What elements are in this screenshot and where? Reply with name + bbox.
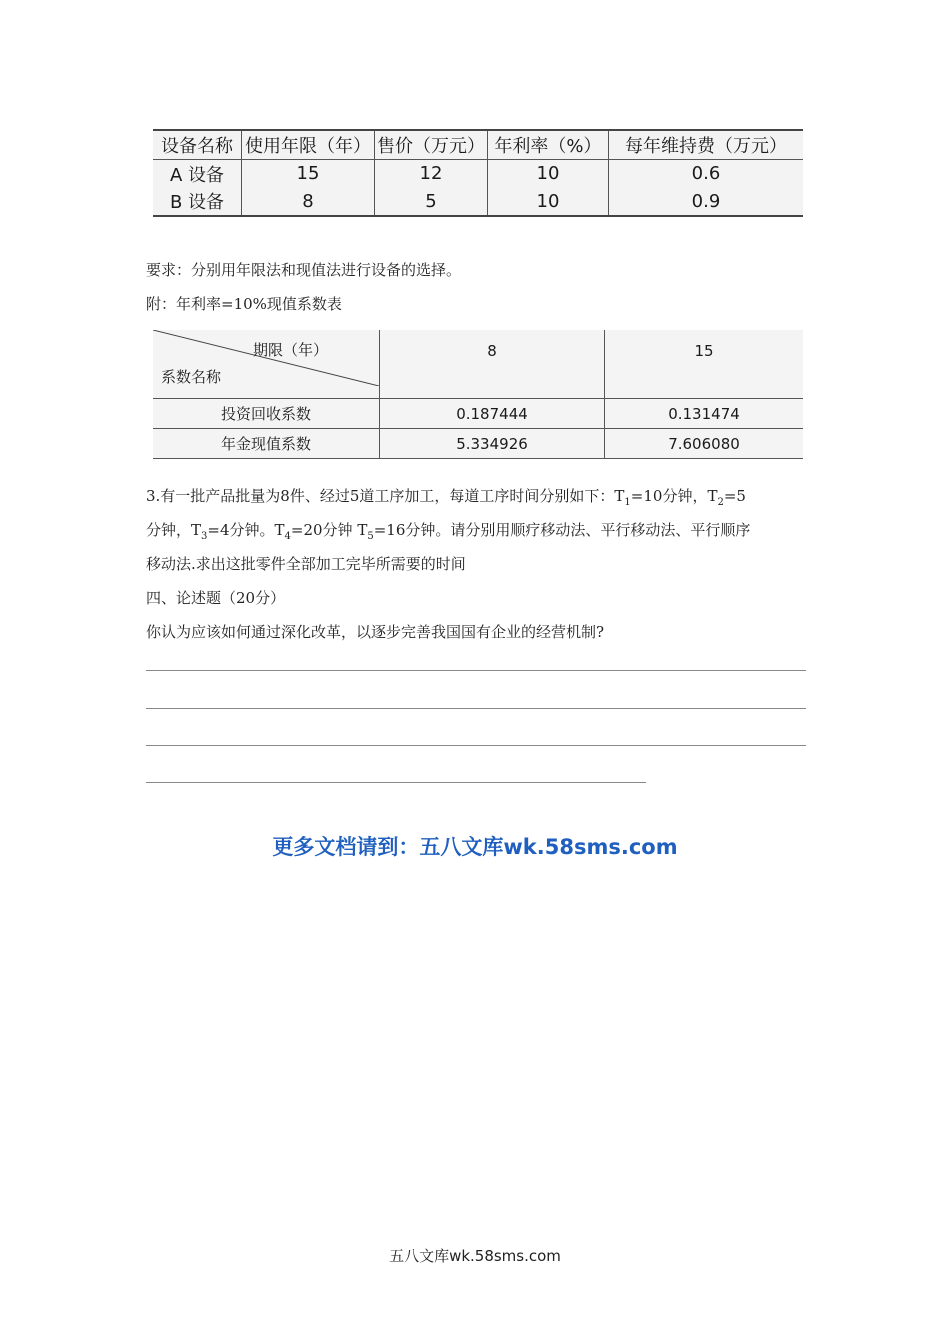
table-cell: 10 [488,188,609,216]
answer-line [146,708,806,709]
table-cell: A 设备 [169,164,225,186]
table-header-row [153,131,803,160]
table-cell: B 设备 [153,188,242,216]
page-footer: 五八文库wk.58sms.com [389,1247,561,1265]
question3-line3: 移动法.求出这批零件全部加工完毕所需要的时间 [146,555,466,573]
table-row [153,160,803,188]
question3-line2: 分钟，$T_3=4$分钟。$T_4=20$分钟 $T_5=16$分钟。请分别用顺疗移动法、平行移动法、平行顺序 [146,521,751,542]
table-header-cell: 年利率（%） [488,131,609,160]
table-cell: 年金现值系数 [153,429,380,459]
table-cell: 8 [242,188,375,216]
question3-line1: 3.有一批产品批量为8件、经过5道工序加工，每道工序时间分别如下：$T_1=10$分钟，$T_2=5$ [146,487,746,508]
footer-link[interactable]: 更多文档请到：五八文库wk.58sms.com [272,835,678,859]
table-header-cell: 使用年限（年） [242,131,375,160]
requirement-text: 要求：分别用年限法和现值法进行设备的选择。 [146,261,462,279]
table-row [153,188,803,216]
answer-line [146,745,806,746]
table-cell: 0.6 [609,160,804,188]
period-label: 期限（年） [253,341,329,359]
table-cell: 0.131474 [605,399,804,429]
table-header-cell: 8 [380,330,605,399]
diagonal-header-cell [153,330,380,399]
table-cell: 12 [375,160,488,188]
table-header-cell: 设备名称 [153,131,242,160]
table-header-row [153,330,803,399]
section4-title: 四、论述题（20分） [146,589,286,607]
table-cell: 5.334926 [380,429,605,459]
table-cell: 10 [488,160,609,188]
equipment-table [153,131,803,217]
table-cell: 5 [375,188,488,216]
table-header-cell: 15 [605,330,804,399]
appendix-text: 附：年利率=10%现值系数表 [146,295,342,313]
answer-line [146,670,806,671]
table-header-cell: 售价（万元） [375,131,488,160]
table-cell: 0.187444 [380,399,605,429]
table-cell: 7.606080 [605,429,804,459]
table-header-cell: 每年维持费（万元） [609,131,804,160]
table-row [153,399,803,429]
section4-question: 你认为应该如何通过深化改革，以逐步完善我国国有企业的经营机制? [146,623,605,641]
table-row [153,429,803,459]
answer-line [146,782,646,783]
coefficient-table [153,330,803,459]
table-cell: 投资回收系数 [153,399,380,429]
table-cell: 0.9 [609,188,804,216]
coef-name-label: 系数名称 [161,368,222,386]
table-cell: 15 [242,160,375,188]
